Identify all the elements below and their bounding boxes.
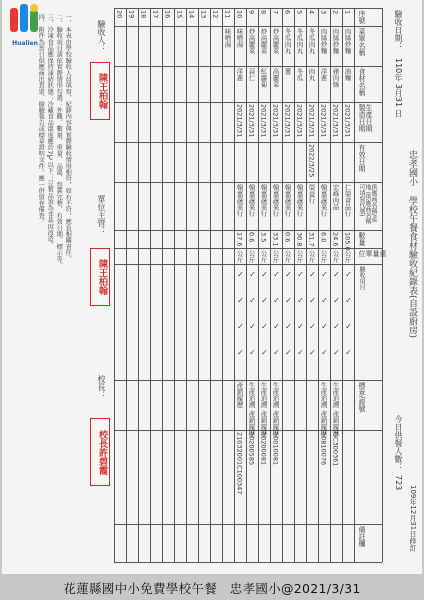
cell-food: 肉丸 bbox=[307, 68, 316, 81]
cell-seq: 3 bbox=[319, 10, 328, 15]
header-name: 菜單名稱 bbox=[358, 28, 366, 56]
cell-unit: 公斤 bbox=[307, 250, 316, 263]
cell-unit: 公斤 bbox=[271, 250, 280, 263]
check-mark: ✓ bbox=[320, 322, 329, 331]
cell-seq: 12 bbox=[211, 10, 220, 19]
cell-prod: 2021/3/31 bbox=[271, 104, 280, 138]
header-sup: 供應商名稱/產地 (供應商名稱可填寫代號) bbox=[358, 184, 377, 225]
cell-code: 10810076 bbox=[319, 432, 328, 466]
cell-unit: 公斤 bbox=[319, 250, 328, 263]
people-label: 今日供餐人數： bbox=[394, 415, 403, 471]
cell-food: 油麵 bbox=[343, 68, 352, 81]
cell-food: 蒜仁 bbox=[247, 68, 256, 81]
form-sheet bbox=[2, 0, 422, 574]
cell-seq: 5 bbox=[295, 10, 304, 15]
cell-seq: 10 bbox=[235, 10, 244, 19]
check-mark: ✓ bbox=[272, 270, 281, 279]
check-mark: ✓ bbox=[320, 270, 329, 279]
check-mark: ✓ bbox=[248, 348, 257, 357]
cell-cert: 產銷履歷 bbox=[235, 382, 244, 408]
page-footer: 花蓮縣國中小免費學校午餐 忠孝國小@2021/3/31 bbox=[0, 578, 424, 600]
cell-sup: 宏峰肉品 bbox=[331, 184, 340, 210]
cell-unit: 公斤 bbox=[331, 250, 340, 263]
check-mark: ✓ bbox=[320, 296, 329, 305]
cell-code: 21032001C100347 bbox=[235, 432, 244, 495]
cell-name: 肉絲炒麵 bbox=[343, 28, 352, 54]
cell-cert: 生產追溯 產銷履歷 bbox=[319, 382, 328, 437]
check-mark: ✓ bbox=[272, 348, 281, 357]
check-mark: ✓ bbox=[248, 296, 257, 305]
check-mark: ✓ bbox=[344, 270, 353, 279]
cell-seq: 6 bbox=[283, 10, 292, 15]
cell-qty: 105.0 bbox=[343, 232, 352, 251]
cell-seq: 20 bbox=[115, 10, 124, 19]
cell-seq: 15 bbox=[175, 10, 184, 19]
check-mark: ✓ bbox=[248, 322, 257, 331]
form-title-prefix: 忠孝國小 bbox=[407, 150, 417, 186]
cell-sup: 榮益行 bbox=[307, 184, 316, 204]
cell-name: 肉絲炒麵 bbox=[319, 28, 328, 54]
check-mark: ✓ bbox=[236, 296, 245, 305]
check-mark: ✓ bbox=[272, 322, 281, 331]
cell-qty: 31.7 bbox=[307, 232, 316, 247]
cell-code: 10010081 bbox=[271, 432, 280, 466]
cell-prod: 2021/3/31 bbox=[319, 104, 328, 138]
cell-food: 高麗菜 bbox=[271, 68, 280, 88]
check-mark: ✓ bbox=[284, 296, 293, 305]
cell-name: 味噌湯 bbox=[223, 28, 232, 48]
cell-qty: 0.6 bbox=[283, 232, 292, 243]
check-mark: ✓ bbox=[320, 348, 329, 357]
cell-name: 炒高麗菜 bbox=[271, 28, 280, 54]
cell-food: 豬肉絲 bbox=[331, 68, 340, 88]
check-mark: ✓ bbox=[344, 348, 353, 357]
cell-seq: 14 bbox=[187, 10, 196, 19]
cell-prod: 2021/3/31 bbox=[283, 104, 292, 138]
check-mark: ✓ bbox=[260, 270, 269, 279]
cell-food: 洋蔥 bbox=[319, 68, 328, 81]
cell-unit: 公斤 bbox=[343, 250, 352, 263]
cell-sup: 翰嘉蔬菜行 bbox=[271, 184, 280, 217]
check-mark: ✓ bbox=[296, 322, 305, 331]
logo-label: Hualien bbox=[12, 40, 38, 47]
header-qty: 數量 bbox=[358, 232, 366, 246]
unit-head-label: 單位主管： bbox=[97, 195, 106, 235]
checker-label: 驗收人： bbox=[97, 20, 106, 52]
check-mark: ✓ bbox=[308, 348, 317, 357]
check-mark: ✓ bbox=[308, 322, 317, 331]
cell-name: 炒高麗菜 bbox=[259, 28, 268, 54]
cell-seq: 13 bbox=[199, 10, 208, 19]
cell-unit: 公斤 bbox=[283, 250, 292, 263]
cell-seq: 4 bbox=[307, 10, 316, 15]
cell-sup: 翰嘉蔬菜行 bbox=[235, 184, 244, 217]
principal-label: 校長： bbox=[97, 375, 106, 399]
cell-seq: 8 bbox=[259, 10, 268, 15]
revision-date: 109年12月31日修訂 bbox=[409, 485, 417, 552]
cell-qty: 30.8 bbox=[295, 232, 304, 247]
check-mark: ✓ bbox=[344, 322, 353, 331]
cell-cert: 生產追溯 產銷履歷 bbox=[247, 382, 256, 437]
note-2: 二、驗收項目請依實際情形勾選：外觀、數量、重量、品溫、包裝完整、有效日期、標示等。 bbox=[55, 14, 63, 269]
checker-stamp: 陳王柏翰 bbox=[90, 62, 110, 120]
cell-sup: 翰嘉蔬菜行 bbox=[295, 184, 304, 217]
cell-seq: 9 bbox=[247, 10, 256, 15]
cell-sup: 翰嘉蔬菜行 bbox=[259, 184, 268, 217]
cell-code: 10200585 bbox=[247, 432, 256, 466]
check-mark: ✓ bbox=[248, 270, 257, 279]
cell-seq: 18 bbox=[139, 10, 148, 19]
cell-qty: 24.6 bbox=[331, 232, 340, 247]
cell-name: 炒高麗菜 bbox=[247, 28, 256, 54]
header-check: 驗收項目 bbox=[358, 266, 365, 290]
cell-cert: 生產追溯 產銷履歷 bbox=[259, 382, 268, 437]
note-3: 三、冷凍食品應保持凍結狀態；冷藏食品溫度應於7℃以下；豆製品須為非基因改造。 bbox=[46, 14, 54, 249]
cell-seq: 16 bbox=[163, 10, 172, 19]
cell-seq: 7 bbox=[271, 10, 280, 15]
cell-qty: 0.6 bbox=[247, 232, 256, 243]
cell-cert: 生產追溯 產銷履歷 bbox=[271, 382, 280, 437]
note-4: 四、附件為當日供應商出貨單、檢驗報告或標章證明文件，應一併留存備查。 bbox=[37, 14, 45, 225]
check-mark: ✓ bbox=[260, 322, 269, 331]
cell-unit: 公斤 bbox=[259, 250, 268, 263]
cell-qty: 17.6 bbox=[235, 232, 244, 247]
cell-seq: 2 bbox=[331, 10, 340, 15]
header-cert: 標章/證號 bbox=[358, 382, 366, 413]
cell-seq: 17 bbox=[151, 10, 160, 19]
cell-seq: 19 bbox=[127, 10, 136, 19]
check-mark: ✓ bbox=[236, 322, 245, 331]
check-mark: ✓ bbox=[344, 296, 353, 305]
principal-stamp: 校長許碧霞 bbox=[90, 418, 110, 486]
check-mark: ✓ bbox=[284, 348, 293, 357]
cell-food: 冬瓜 bbox=[295, 68, 304, 81]
cell-prod: 2021/3/31 bbox=[343, 104, 352, 138]
cell-name: 肉絲炒麵 bbox=[331, 28, 340, 54]
date-value: 110年 3月31 日 bbox=[394, 58, 403, 118]
cell-unit: 公斤 bbox=[295, 250, 304, 263]
cell-prod: 2021/3/31 bbox=[295, 104, 304, 138]
check-mark: ✓ bbox=[296, 348, 305, 357]
check-mark: ✓ bbox=[236, 348, 245, 357]
cell-qty: 3.5 bbox=[259, 232, 268, 243]
cell-seq: 11 bbox=[223, 10, 232, 19]
header-exp: 有效日期 bbox=[358, 144, 366, 172]
cell-food: 洋蔥 bbox=[235, 68, 244, 81]
check-mark: ✓ bbox=[332, 270, 341, 279]
cell-code: GC300361 bbox=[331, 432, 340, 467]
cell-name: 冬瓜肉丸 bbox=[307, 28, 316, 54]
check-mark: ✓ bbox=[284, 270, 293, 279]
check-mark: ✓ bbox=[332, 322, 341, 331]
cell-prod: 2021/3/31 bbox=[259, 104, 268, 138]
cell-name: 味噌湯 bbox=[235, 28, 244, 48]
cell-food: 薑 bbox=[283, 68, 292, 75]
check-mark: ✓ bbox=[260, 296, 269, 305]
check-mark: ✓ bbox=[308, 296, 317, 305]
unit-head-stamp: 陳王柏翰 bbox=[90, 248, 110, 306]
header-food: 食材名稱 bbox=[358, 68, 366, 96]
cell-code: 10200081 bbox=[259, 432, 268, 466]
date-label: 驗收日期： bbox=[394, 10, 403, 50]
cell-sup: 翰嘉蔬菜行 bbox=[319, 184, 328, 217]
cell-name: 冬瓜肉丸 bbox=[283, 28, 292, 54]
cell-unit: 公斤 bbox=[235, 250, 244, 263]
header-unit: 重量 單位 bbox=[358, 250, 387, 257]
form-title: 學校午餐食材驗收紀錄表(自設廚房) bbox=[407, 196, 417, 339]
check-mark: ✓ bbox=[284, 322, 293, 331]
cell-unit: 公斤 bbox=[247, 250, 256, 263]
header-seq: 序號 bbox=[358, 10, 366, 24]
check-mark: ✓ bbox=[296, 270, 305, 279]
cell-exp: 2022/3/25 bbox=[307, 144, 316, 178]
cell-sup: 翰嘉蔬菜行 bbox=[247, 184, 256, 217]
check-mark: ✓ bbox=[332, 348, 341, 357]
note-1: 一、本表由學校驗收人員填寫，紀錄內容與實際驗收情形相符，如有不符，應負相關責任。 bbox=[64, 14, 72, 262]
cell-prod: 2021/3/31 bbox=[247, 104, 256, 138]
header-prod: 生產日期 製造日期 bbox=[358, 104, 373, 132]
cell-prod: 2021/3/31 bbox=[307, 104, 316, 138]
cell-cert: 生產追溯 產銷履歷 bbox=[331, 382, 340, 437]
check-mark: ✓ bbox=[296, 296, 305, 305]
check-mark: ✓ bbox=[260, 348, 269, 357]
cell-qty: 33.1 bbox=[271, 232, 280, 247]
cell-prod: 2021/3/31 bbox=[235, 104, 244, 138]
header-note: 備註欄 bbox=[358, 526, 366, 547]
people-value: 723 bbox=[394, 475, 403, 491]
cell-sup: 翰嘉蔬菜行 bbox=[283, 184, 292, 217]
check-mark: ✓ bbox=[332, 296, 341, 305]
check-mark: ✓ bbox=[272, 296, 281, 305]
check-mark: ✓ bbox=[308, 270, 317, 279]
cell-sup: 仁榮食品行 bbox=[343, 184, 352, 217]
cell-seq: 1 bbox=[343, 10, 352, 15]
cell-name: 冬瓜肉丸 bbox=[295, 28, 304, 54]
cell-food: 紅蘿蔔 bbox=[259, 68, 268, 88]
check-mark: ✓ bbox=[236, 270, 245, 279]
cell-prod: 2021/3/31 bbox=[331, 104, 340, 138]
cell-qty: 6.0 bbox=[319, 232, 328, 243]
